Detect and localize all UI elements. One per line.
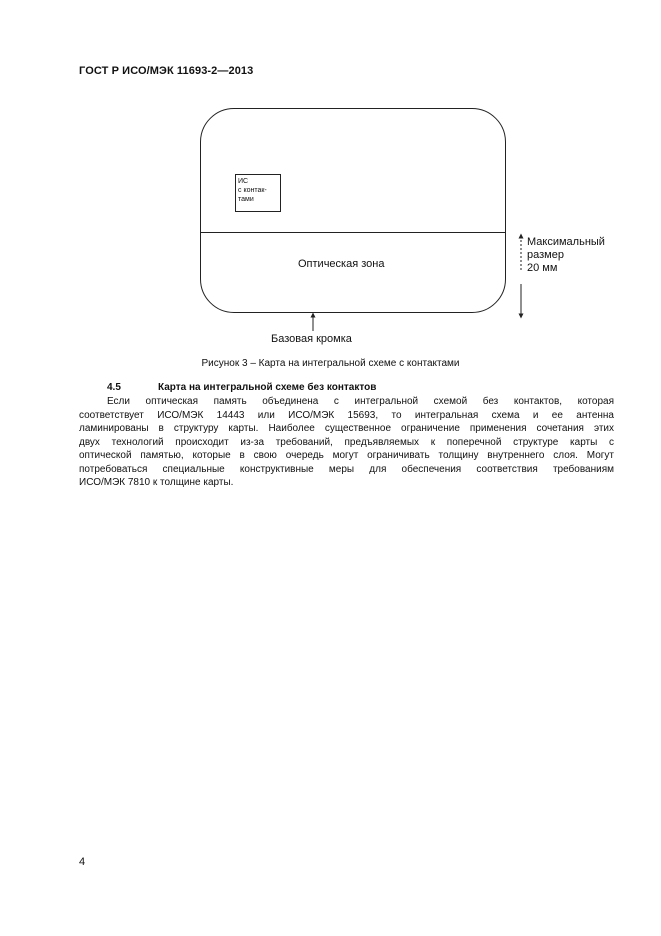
chip-label-line: с контак- <box>238 187 267 194</box>
body-line: ИСО/МЭК 7810 к толщине карты. <box>79 477 234 488</box>
section-number: 4.5 <box>107 382 121 393</box>
section-heading <box>107 382 376 393</box>
figure-card-contacts <box>0 0 661 369</box>
body-line: оптической памятью, которые в свою очередь могут ограничивать толщину внутреннего слоя. Могут <box>79 450 614 461</box>
max-size-line: размер <box>527 249 564 261</box>
body-line: ламинированы в структуру карты. Наиболее существенное ограничение применения сочетания этих <box>79 423 614 434</box>
body-line: потребоваться специальные конструктивные меры для обеспечения соответствия требованиям <box>79 463 614 475</box>
optical-zone-label: Оптическая зона <box>298 258 385 270</box>
body-line: двух технологий происходит из-за требований, предъявляемых к поперечной структуре карты с <box>79 436 614 448</box>
chip-label-line: тами <box>238 196 254 203</box>
max-size-line: Максимальный <box>527 236 605 248</box>
chip-label-line: ИС <box>238 178 249 185</box>
base-edge-label: Базовая кромка <box>271 333 352 345</box>
document-header: ГОСТ Р ИСО/МЭК 11693-2—2013 <box>79 65 254 77</box>
figure-caption: Рисунок 3 – Карта на интегральной схеме с контактами <box>201 358 460 369</box>
figure-arrows <box>0 0 661 360</box>
body-line: Если оптическая память объединена с интегральной схемой без контактов, которая <box>107 396 614 407</box>
section-body <box>79 395 614 490</box>
body-line: соответствует ИСО/МЭК 14443 или ИСО/МЭК 15693, то интегральная схема и ее антенна <box>79 409 614 421</box>
page-number: 4 <box>79 856 86 868</box>
max-size-line: 20 мм <box>527 262 558 274</box>
section-title: Карта на интегральной схеме без контактов <box>158 382 377 393</box>
